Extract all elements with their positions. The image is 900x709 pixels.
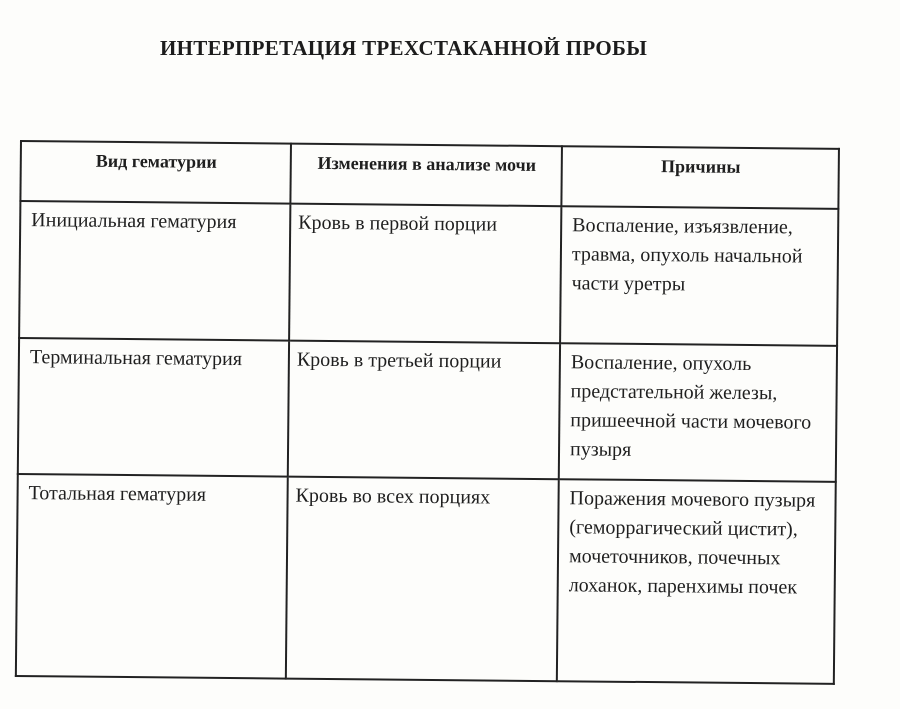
table-header-row bbox=[20, 141, 839, 209]
table-row bbox=[18, 338, 837, 482]
cell-change: Кровь во всех порциях bbox=[286, 477, 559, 682]
header-causes: Причины bbox=[561, 146, 839, 209]
cell-type: Инициальная гематурия bbox=[19, 201, 290, 341]
cell-causes: Воспаление, изъязвление, травма, опухоль начальной части уретры bbox=[560, 206, 838, 346]
table-row bbox=[16, 474, 836, 684]
cell-type: Терминальная гематурия bbox=[18, 338, 289, 477]
hematuria-table bbox=[15, 140, 840, 685]
cell-causes: Воспаление, опухоль предстательной железы, пришеечной части мочевого пузыря bbox=[559, 343, 837, 482]
page-title: ИНТЕРПРЕТАЦИЯ ТРЕХСТАКАННОЙ ПРОБЫ bbox=[160, 36, 648, 60]
cell-causes: Поражения мочевого пузыря (геморрагический цистит), мочеточников, почечных лоханок, паренхимы почек bbox=[557, 479, 836, 684]
hematuria-table-wrapper bbox=[15, 140, 840, 685]
header-type: Вид гематурии bbox=[20, 141, 291, 204]
cell-change: Кровь в первой порции bbox=[289, 204, 561, 344]
cell-type: Тотальная гематурия bbox=[16, 474, 288, 679]
header-change: Изменения в анализе мочи bbox=[290, 144, 562, 207]
table-row bbox=[19, 201, 838, 346]
cell-change: Кровь в третьей порции bbox=[288, 341, 560, 480]
